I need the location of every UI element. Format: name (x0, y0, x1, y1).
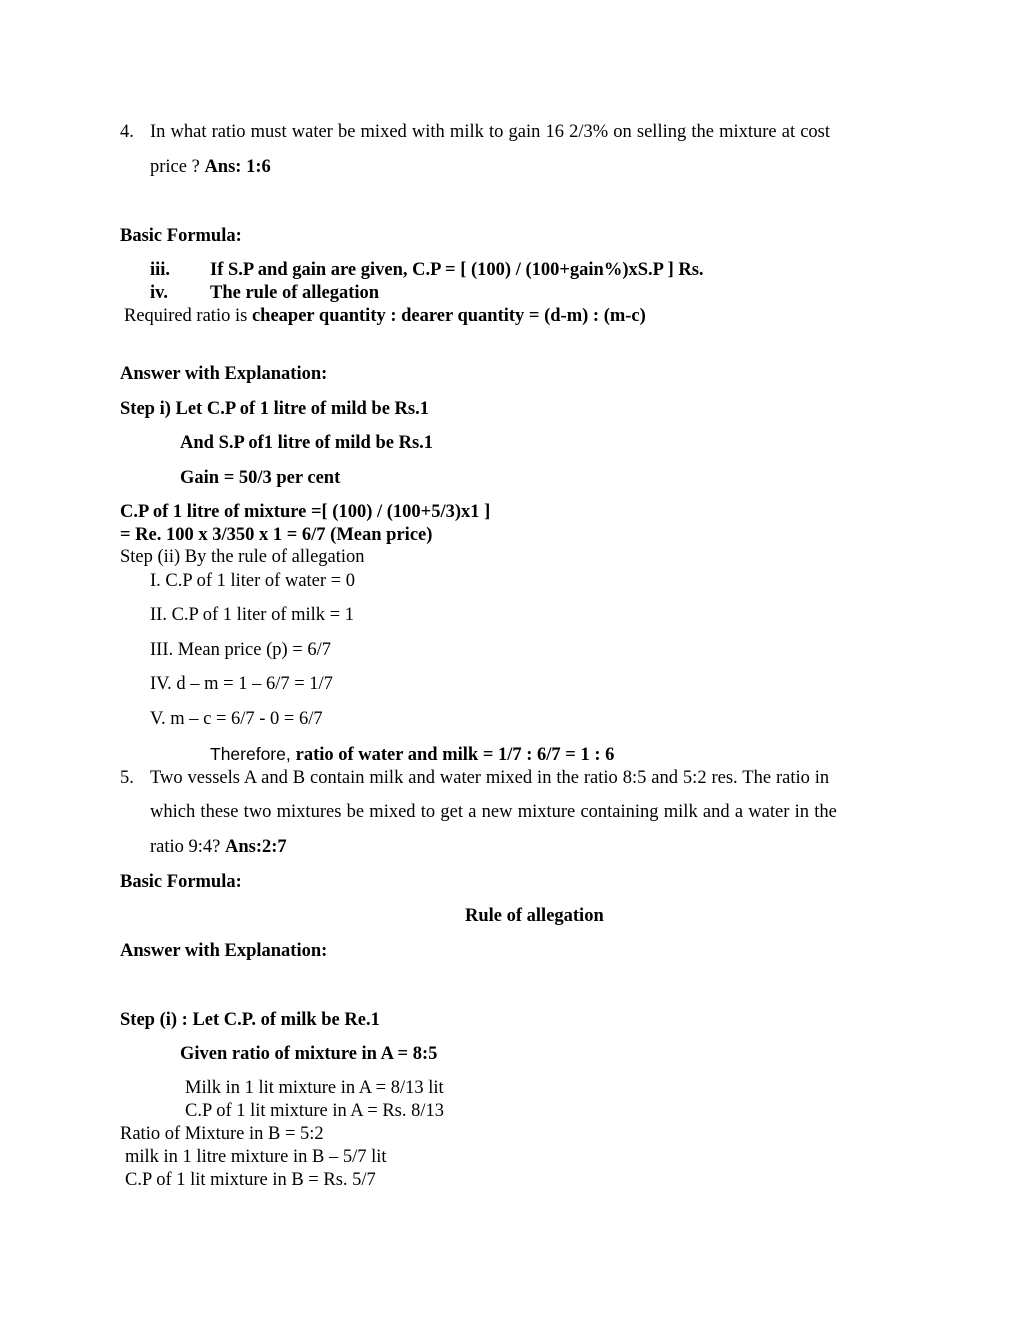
milk-in-a: Milk in 1 lit mixture in A = 8/13 lit (185, 1078, 444, 1098)
required-ratio (124, 305, 646, 327)
allegation-item: II. C.P of 1 liter of milk = 1 (150, 605, 354, 625)
cp-in-a: C.P of 1 lit mixture in A = Rs. 8/13 (185, 1101, 445, 1121)
q5-answer: Ans:2:7 (225, 837, 287, 857)
step-1: Step i) Let C.P of 1 litre of mild be Rs.1 (120, 399, 429, 419)
step-1-sp: And S.P of1 litre of mild be Rs.1 (180, 433, 434, 453)
step-2: Step (ii) By the rule of allegation (120, 547, 365, 567)
q4-text-line2 (150, 156, 271, 178)
formula-item-num: iv. (150, 283, 168, 303)
q5-line1: Two vessels A and B contain milk and water mixed in the ratio 8:5 and 5:2 res. The ratio in (150, 768, 830, 788)
cp-mixture: C.P of 1 litre of mixture =[ (100) / (100+5/3)x1 ] (120, 502, 491, 522)
given-ratio-a: Given ratio of mixture in A = 8:5 (180, 1044, 438, 1064)
q4-number: 4. (120, 122, 134, 142)
q5-number: 5. (120, 768, 134, 788)
answer-heading: Answer with Explanation: (120, 364, 328, 384)
q5-line3 (150, 836, 287, 858)
required-ratio-formula: cheaper quantity : dearer quantity = (d-m) : (m-c) (251, 306, 646, 326)
q4-text-line2-text: price ? (150, 157, 205, 177)
q5-line3-text: ratio 9:4? (150, 837, 226, 857)
q4-answer: Ans: 1:6 (204, 157, 271, 177)
cp-in-b: C.P of 1 lit mixture in B = Rs. 5/7 (125, 1170, 376, 1190)
q4-text-line1: In what ratio must water be mixed with milk to gain 16 2/3% on selling the mixture at cost (150, 122, 831, 142)
q5-line2: which these two mixtures be mixed to get a new mixture containing milk and a water in the (150, 802, 837, 822)
rule-of-allegation: Rule of allegation (465, 906, 604, 926)
formula-item-text: The rule of allegation (210, 283, 380, 303)
basic-formula-heading-2: Basic Formula: (120, 872, 242, 892)
therefore-prefix: Therefore, (210, 744, 296, 764)
formula-item-num: iii. (150, 260, 171, 280)
therefore-line (210, 743, 614, 766)
therefore-result: ratio of water and milk = 1/7 : 6/7 = 1 : 6 (295, 745, 615, 765)
milk-in-b: milk in 1 litre mixture in B – 5/7 lit (125, 1147, 387, 1167)
allegation-item: V. m – c = 6/7 - 0 = 6/7 (150, 709, 323, 729)
allegation-item: III. Mean price (p) = 6/7 (150, 640, 331, 660)
allegation-item: IV. d – m = 1 – 6/7 = 1/7 (150, 674, 333, 694)
step-1-gain: Gain = 50/3 per cent (180, 468, 341, 488)
formula-item-text: If S.P and gain are given, C.P = [ (100) / (100+gain%)xS.P ] Rs. (210, 260, 704, 280)
mean-price: = Re. 100 x 3/350 x 1 = 6/7 (Mean price) (120, 525, 433, 545)
step-i: Step (i) : Let C.P. of milk be Re.1 (120, 1010, 380, 1030)
ratio-in-b: Ratio of Mixture in B = 5:2 (120, 1124, 324, 1144)
answer-heading-2: Answer with Explanation: (120, 941, 328, 961)
required-ratio-prefix: Required ratio is (124, 306, 252, 326)
basic-formula-heading: Basic Formula: (120, 226, 242, 246)
allegation-item: I. C.P of 1 liter of water = 0 (150, 571, 355, 591)
